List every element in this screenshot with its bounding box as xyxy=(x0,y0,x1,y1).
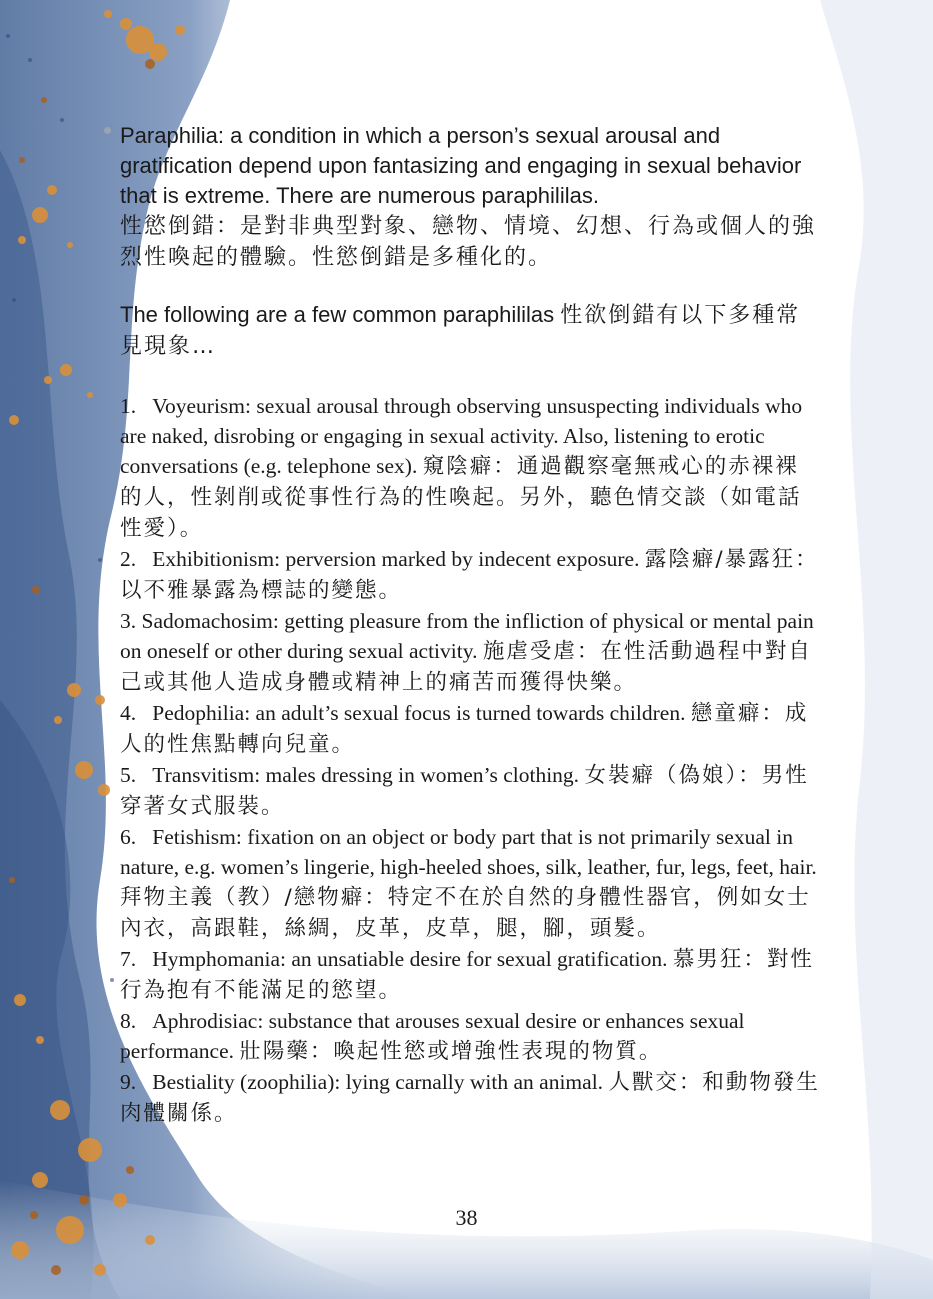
item-number: 7. xyxy=(120,947,137,971)
list-item xyxy=(120,760,820,822)
item-number: 8. xyxy=(120,1009,137,1033)
list-item xyxy=(120,944,820,1006)
item-text: Pedophilia: an adult’s sexual focus is turned towards children. xyxy=(152,701,686,725)
item-number: 9. xyxy=(120,1070,137,1094)
item-chinese: 慕男狂：對性行為抱有不能滿足的慾望。 xyxy=(120,947,814,1003)
item-number: 3. xyxy=(120,609,137,633)
item-chinese: 窺陰癖：通過觀察毫無戒心的赤裸裸的人，性剝削或從事性行為的性喚起。另外，聽色情交談（如電話性愛）。 xyxy=(120,454,802,541)
item-chinese: 人獸交：和動物發生肉體關係。 xyxy=(120,1070,820,1126)
intro-bullet xyxy=(104,127,111,134)
list-item xyxy=(120,391,820,544)
item-number: 1. xyxy=(120,394,137,418)
page-number: 38 xyxy=(455,1205,478,1230)
item-chinese: 戀童癖：成人的性焦點轉向兒童。 xyxy=(120,701,809,757)
following-english: The following are a few common paraphililas xyxy=(120,302,555,327)
item-text: Hymphomania: an unsatiable desire for sexual gratification. xyxy=(152,947,668,971)
item-number: 4. xyxy=(120,701,137,725)
intro-paragraph xyxy=(120,121,820,273)
intro-chinese: 性慾倒錯：是對非典型對象、戀物、情境、幻想、行為或個人的強烈性喚起的體驗。性慾倒錯是多種化的。 xyxy=(120,214,817,270)
item-number: 6. xyxy=(120,825,137,849)
item-chinese: 露陰癖/暴露狂：以不雅暴露為標誌的變態。 xyxy=(120,547,819,603)
item-number: 2. xyxy=(120,547,137,571)
item-chinese: 女裝癖（偽娘）：男性穿著女式服裝。 xyxy=(120,763,809,819)
item-chinese: 施虐受虐：在性活動過程中對自己或其他人造成身體或精神上的痛苦而獲得快樂。 xyxy=(120,639,812,695)
item-text: Sadomachosim: getting pleasure from the infliction of physical or mental pain on oneself or other during sexual activity. xyxy=(120,609,814,663)
list-item xyxy=(120,1067,820,1129)
list-item xyxy=(120,544,820,606)
list-item xyxy=(120,698,820,760)
item-chinese: 壯陽藥：喚起性慾或增強性表現的物質。 xyxy=(239,1039,663,1064)
item-text: Fetishism: fixation on an object or body part that is not primarily sexual in nature, e.g. women’s lingerie, high-heeled shoes, silk, leather, fur, legs, feet, hair. xyxy=(120,825,817,879)
item-text: Voyeurism: sexual arousal through observing unsuspecting individuals who are naked, disrobing or engaging in sexual activity. Also, listening to erotic conversations (e.g. telephone sex). xyxy=(120,394,803,478)
item-text: Bestiality (zoophilia): lying carnally with an animal. xyxy=(152,1070,604,1094)
item-text: Transvitism: males dressing in women’s clothing. xyxy=(152,763,580,787)
list-item xyxy=(120,606,820,698)
item-text: Aphrodisiac: substance that arouses sexual desire or enhances sexual performance. xyxy=(120,1009,745,1063)
item-chinese: 拜物主義（教）/戀物癖：特定不在於自然的身體性器官，例如女士內衣，高跟鞋，絲綢，皮革，皮草，腿，腳，頭髮。 xyxy=(120,885,811,941)
paraphilia-list xyxy=(120,391,820,1129)
item-text: Exhibitionism: perversion marked by indecent exposure. xyxy=(152,547,640,571)
following-heading xyxy=(120,300,820,362)
list-item xyxy=(120,1006,820,1067)
following-chinese: 性欲倒錯有以下多種常見現象… xyxy=(120,303,801,359)
intro-english: Paraphilia: a condition in which a person’s sexual arousal and gratification depend upon fantasizing and engaging in sexual behavior that is extreme. There are numerous paraphililas. xyxy=(120,123,802,208)
item-number: 5. xyxy=(120,763,137,787)
list-item xyxy=(120,822,820,944)
